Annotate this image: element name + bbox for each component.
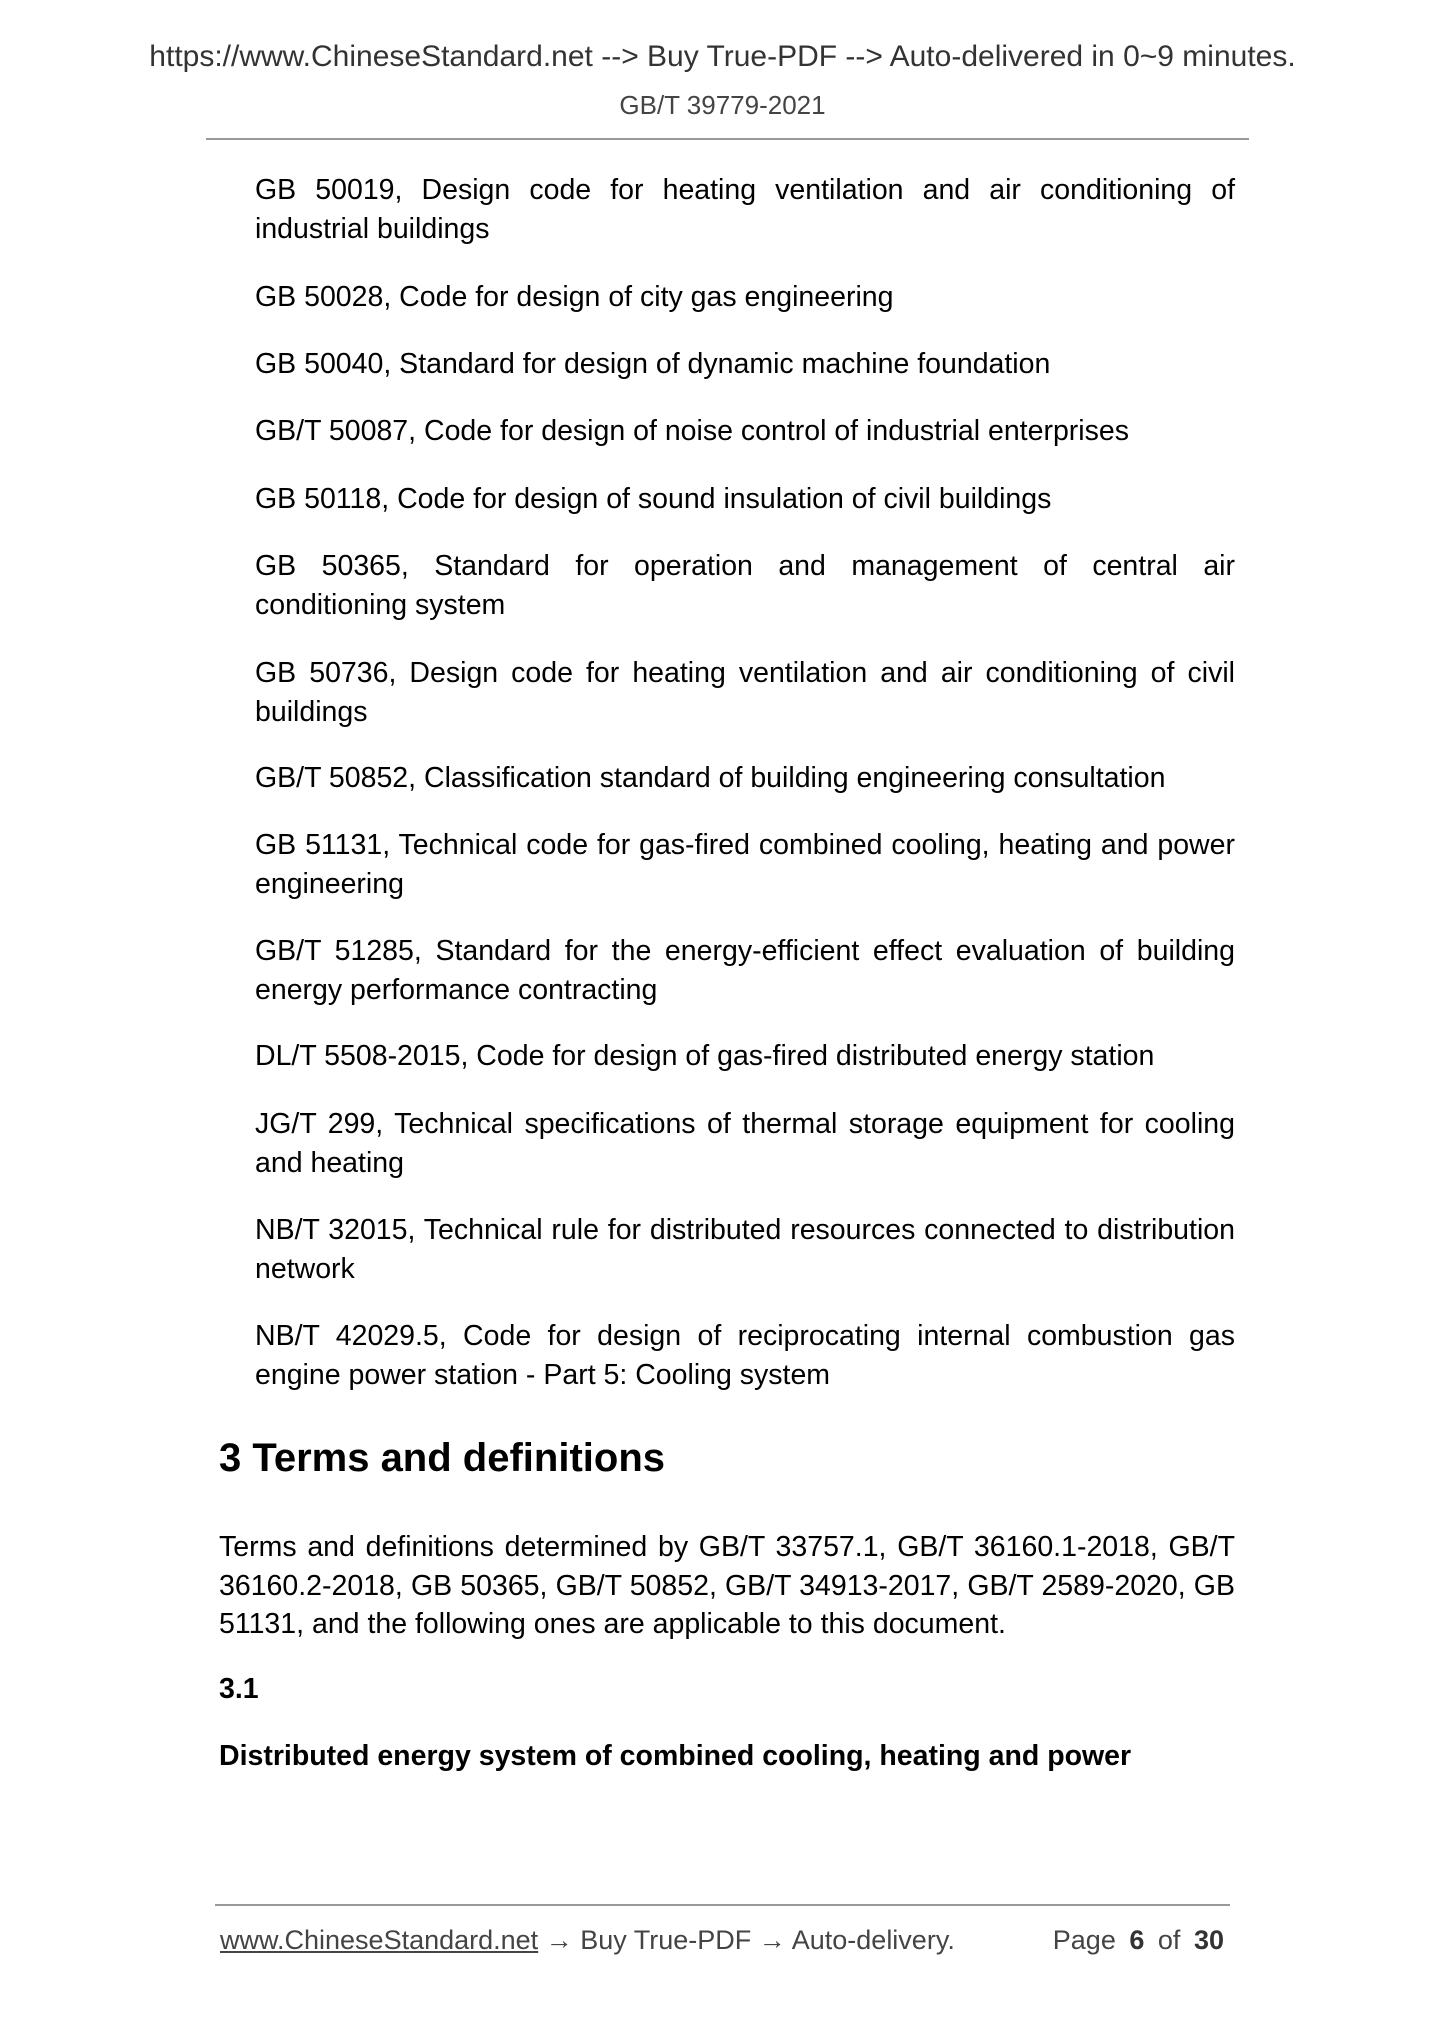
reference-item: GB 51131, Technical code for gas-fired combined cooling, heating and power engineering <box>255 829 1235 900</box>
reference-item: JG/T 299, Technical specifications of thermal storage equipment for cooling and heating <box>255 1108 1235 1179</box>
header-banner: https://www.ChineseStandard.net --> Buy True-PDF --> Auto-delivered in 0~9 minutes. <box>149 40 1296 73</box>
section-heading: 3 Terms and definitions <box>219 1436 665 1480</box>
reference-item: GB/T 50087, Code for design of noise control of industrial enterprises <box>255 415 1129 447</box>
footer-divider <box>215 1904 1230 1906</box>
clause-number: 3.1 <box>219 1673 259 1705</box>
footer-link[interactable]: www.ChineseStandard.net <box>220 1925 539 1955</box>
page-indicator <box>1053 1925 1224 1956</box>
header-divider <box>206 138 1249 140</box>
page-total: 30 <box>1193 1925 1224 1955</box>
reference-item: NB/T 32015, Technical rule for distributed resources connected to distribution network <box>255 1214 1235 1285</box>
reference-item: GB/T 51285, Standard for the energy-efficient effect evaluation of building energy performance contracting <box>255 935 1235 1006</box>
term-title: Distributed energy system of combined cooling, heating and power <box>219 1740 1132 1772</box>
page-of: of <box>1157 1925 1181 1955</box>
standard-id: GB/T 39779-2021 <box>619 90 826 120</box>
reference-item: GB 50019, Design code for heating ventilation and air conditioning of industrial buildings <box>255 174 1235 245</box>
footer-text <box>220 1925 955 1956</box>
reference-item: GB 50028, Code for design of city gas engineering <box>255 281 894 313</box>
reference-item: DL/T 5508-2015, Code for design of gas-fired distributed energy station <box>255 1040 1155 1072</box>
page-label: Page <box>1052 1925 1116 1955</box>
footer-tagline: → Buy True-PDF → Auto-delivery. <box>538 1925 955 1955</box>
reference-item: GB 50365, Standard for operation and management of central air conditioning system <box>255 550 1235 621</box>
page-current: 6 <box>1129 1925 1145 1955</box>
section-paragraph: Terms and definitions determined by GB/T 33757.1, GB/T 36160.1-2018, GB/T 36160.2-2018, GB 50365, GB/T 50852, GB/T 34913-2017, GB/T 2589-2020, GB 51131, and the following ones are applicable to this document. <box>219 1531 1235 1640</box>
reference-item: GB 50736, Design code for heating ventilation and air conditioning of civil buildings <box>255 657 1235 728</box>
reference-item: NB/T 42029.5, Code for design of reciprocating internal combustion gas engine power station - Part 5: Cooling system <box>255 1320 1235 1391</box>
reference-item: GB/T 50852, Classification standard of building engineering consultation <box>255 762 1166 794</box>
reference-item: GB 50118, Code for design of sound insulation of civil buildings <box>255 483 1052 515</box>
reference-item: GB 50040, Standard for design of dynamic machine foundation <box>255 348 1051 380</box>
